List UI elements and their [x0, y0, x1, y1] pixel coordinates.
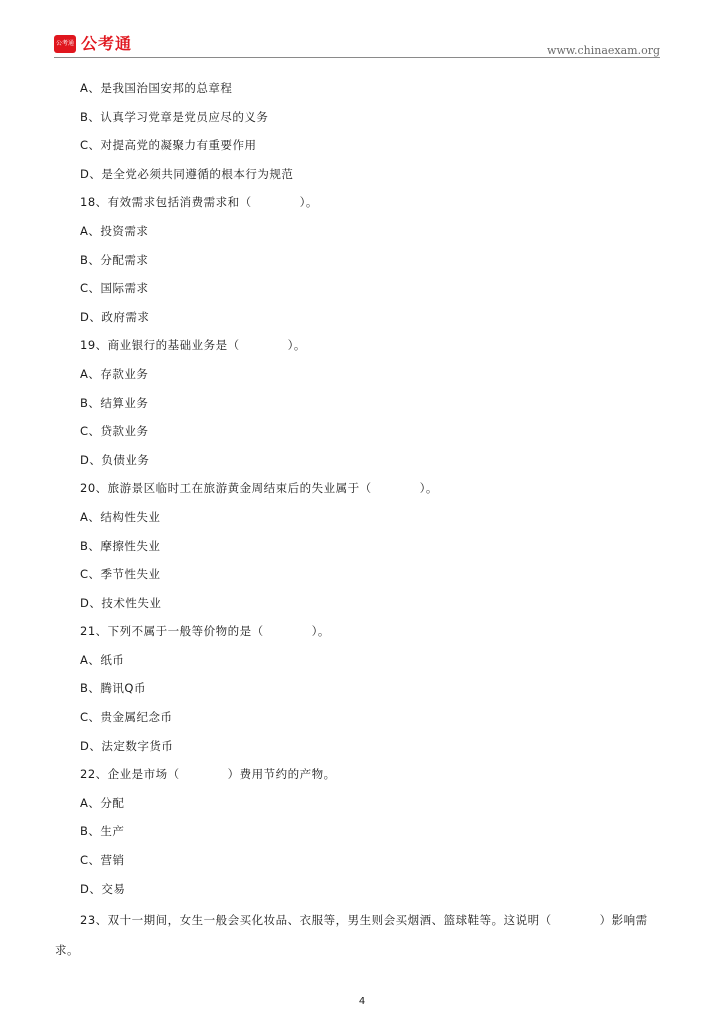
question-line: 21、下列不属于一般等价物的是（ ）。 — [80, 624, 330, 639]
option-line: D、法定数字货币 — [80, 738, 174, 753]
page-number: 4 — [358, 996, 366, 1007]
option-line: C、贷款业务 — [80, 424, 149, 439]
option-line: D、交易 — [80, 881, 126, 896]
option-line: C、营销 — [80, 853, 125, 868]
header-divider — [54, 57, 660, 58]
option-line: C、季节性失业 — [80, 567, 161, 582]
option-line: D、技术性失业 — [80, 595, 162, 610]
question-23: 23、双十一期间，女生一般会买化妆品、衣服等，男生则会买烟酒、篮球鞋等。这说明（ ）影响需求。 — [55, 913, 648, 957]
option-line: C、国际需求 — [80, 281, 149, 296]
logo — [54, 35, 132, 53]
option-line: A、分配 — [80, 795, 125, 810]
question-line: 18、有效需求包括消费需求和（ ）。 — [80, 195, 318, 210]
option-line: D、是全党必须共同遵循的根本行为规范 — [80, 166, 294, 181]
option-line: D、政府需求 — [80, 309, 150, 324]
option-line: A、投资需求 — [80, 223, 149, 238]
option-line: D、负债业务 — [80, 452, 150, 467]
option-line: B、结算业务 — [80, 395, 149, 410]
option-line: A、存款业务 — [80, 366, 149, 381]
logo-badge-icon: 公考通 — [54, 35, 76, 53]
site-url: www.chinaexam.org — [547, 44, 660, 57]
option-line: C、贵金属纪念币 — [80, 710, 173, 725]
option-line: A、纸币 — [80, 652, 125, 667]
option-line: B、腾讯Q币 — [80, 681, 146, 696]
option-line: C、对提高党的凝聚力有重要作用 — [80, 138, 257, 153]
option-line: B、分配需求 — [80, 252, 149, 267]
option-line: B、生产 — [80, 824, 125, 839]
question-line: 19、商业银行的基础业务是（ ）。 — [80, 338, 306, 353]
option-line: A、是我国治国安邦的总章程 — [80, 81, 233, 95]
option-line: A、结构性失业 — [80, 509, 161, 524]
page-header — [0, 0, 724, 62]
question-line: 20、旅游景区临时工在旅游黄金周结束后的失业属于（ ）。 — [80, 481, 438, 496]
option-line: B、摩擦性失业 — [80, 538, 161, 553]
question-line: 22、企业是市场（ ）费用节约的产物。 — [80, 767, 336, 782]
logo-text: 公考通 — [81, 34, 133, 53]
option-line: B、认真学习党章是党员应尽的义务 — [80, 109, 269, 124]
question-list — [80, 78, 670, 907]
